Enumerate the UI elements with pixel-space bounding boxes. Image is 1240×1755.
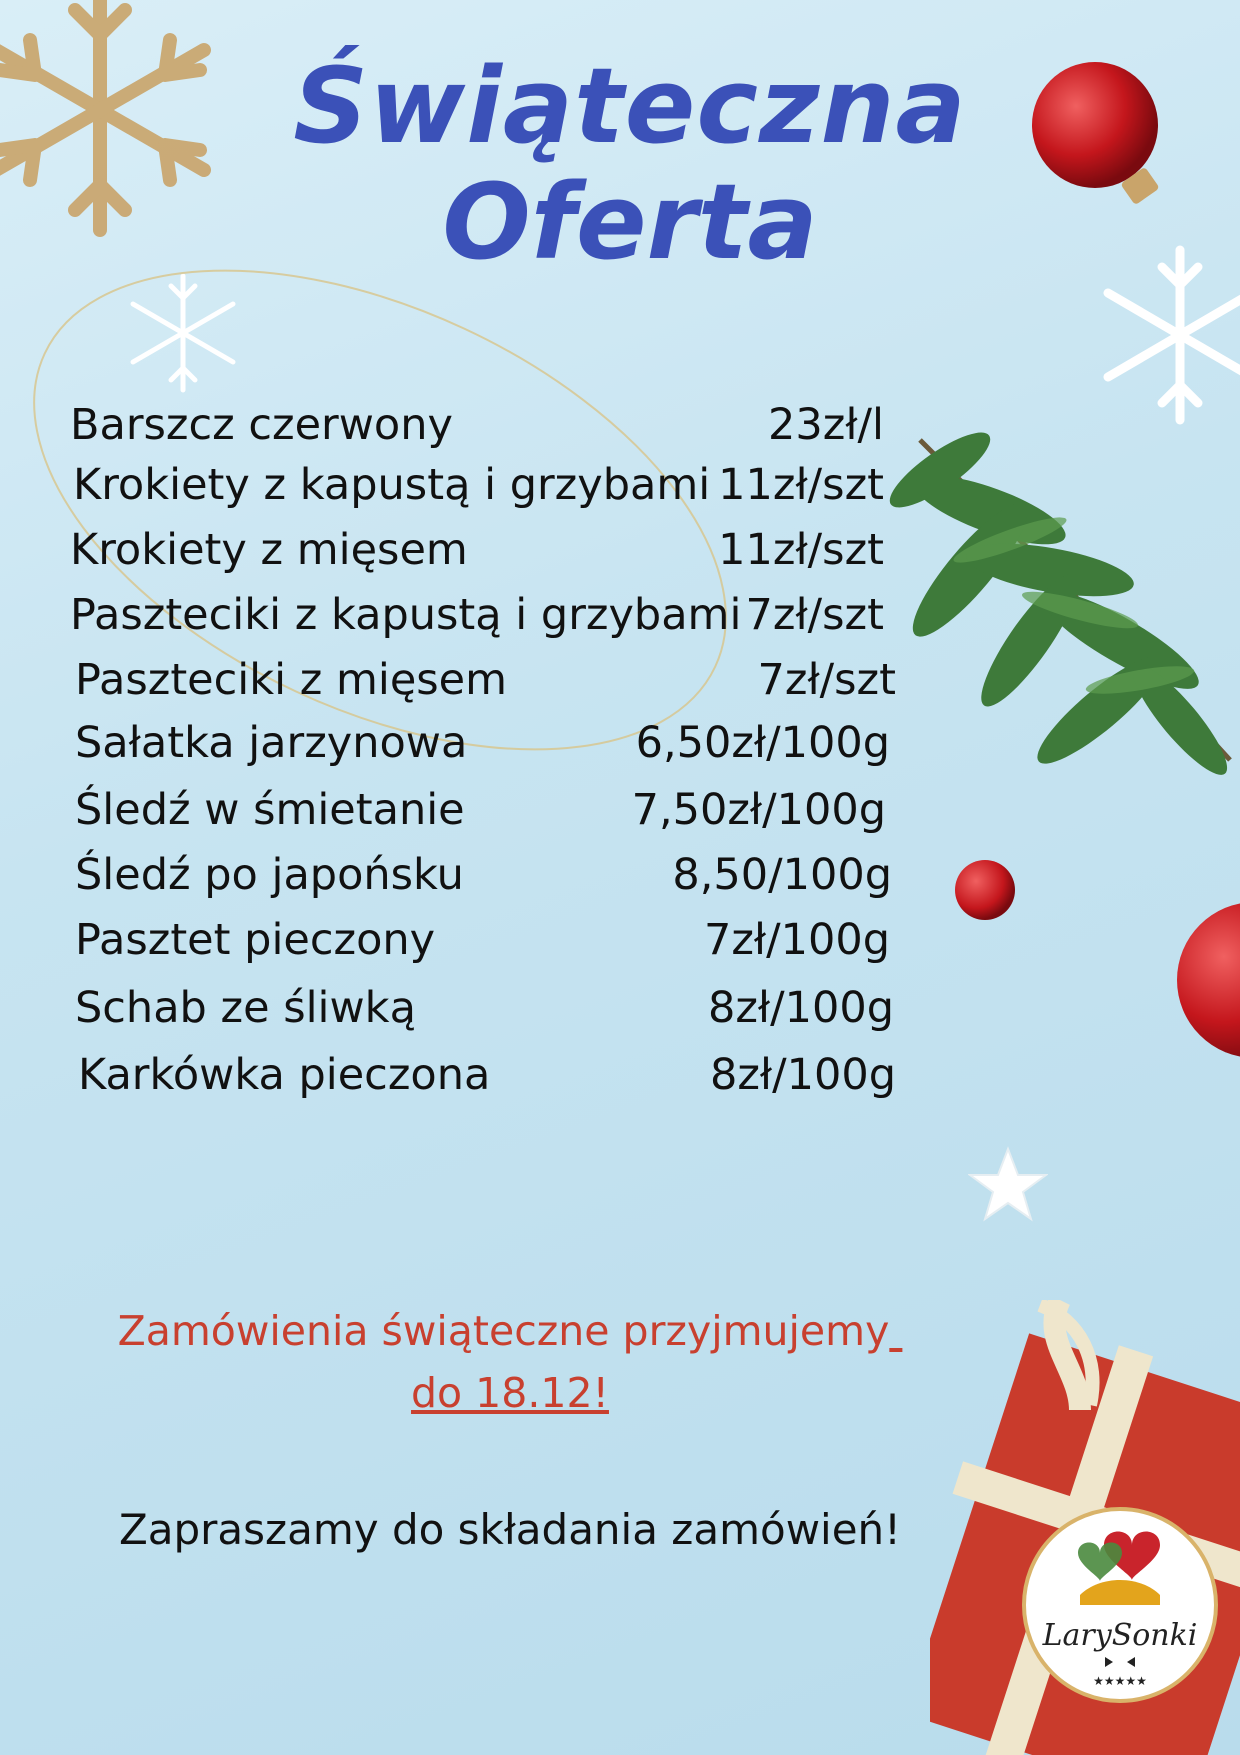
list-item [70, 460, 910, 520]
item-name: Paszteciki z mięsem [75, 655, 508, 705]
notice-text: Zamówienia świąteczne przyjmujemy [117, 1307, 890, 1355]
item-name: Śledź po japońsku [75, 850, 464, 900]
svg-text:LarySonki: LarySonki [1042, 1618, 1198, 1653]
list-item [70, 785, 910, 845]
item-price: 11zł/szt [718, 460, 884, 510]
item-name: Karkówka pieczona [78, 1050, 491, 1100]
fir-branch-icon [880, 400, 1240, 820]
red-ornament-right-icon [1175, 890, 1240, 1070]
page-title [220, 45, 1040, 284]
small-red-ornament-icon [950, 855, 1020, 925]
list-item [70, 915, 910, 975]
list-item [70, 1050, 910, 1110]
item-price: 6,50zł/100g [635, 718, 890, 768]
list-item [70, 983, 910, 1043]
star-icon [968, 1145, 1048, 1225]
item-price: 23zł/l [768, 400, 884, 450]
brand-logo [1020, 1505, 1220, 1705]
order-deadline-notice [60, 1300, 960, 1424]
list-item [70, 400, 910, 460]
item-price: 7zł/szt [757, 655, 896, 705]
list-item [70, 655, 910, 715]
item-price: 7zł/szt [745, 590, 884, 640]
title-line-2: Oferta [442, 161, 818, 284]
item-name: Pasztet pieczony [75, 915, 436, 965]
item-price: 8zł/100g [709, 1050, 896, 1100]
item-name: Schab ze śliwką [75, 983, 416, 1033]
svg-text:★★★★★: ★★★★★ [1093, 1674, 1147, 1688]
item-name: Śledź w śmietanie [75, 785, 465, 835]
item-name: Krokiety z kapustą i grzybami [73, 460, 711, 510]
item-price: 8zł/100g [707, 983, 894, 1033]
item-name: Paszteciki z kapustą i grzybami [70, 590, 742, 640]
invite-text: Zapraszamy do składania zamówień! [118, 1505, 902, 1554]
item-price: 7zł/100g [703, 915, 890, 965]
list-item [70, 850, 910, 910]
item-name: Barszcz czerwony [70, 400, 453, 450]
item-price: 8,50/100g [672, 850, 892, 900]
red-ornament-top-icon [1015, 55, 1185, 225]
gold-snowflake-icon [0, 0, 230, 240]
item-price: 11zł/szt [718, 525, 884, 575]
item-price: 7,50zł/100g [631, 785, 886, 835]
item-name: Sałatka jarzynowa [75, 718, 468, 768]
title-line-1: Świąteczna [293, 45, 967, 167]
list-item [70, 525, 910, 585]
notice-date: do 18.12! [411, 1369, 609, 1417]
white-snowflake-right-icon [1100, 245, 1240, 425]
item-name: Krokiety z mięsem [70, 525, 468, 575]
list-item [70, 718, 910, 778]
list-item [70, 590, 910, 650]
